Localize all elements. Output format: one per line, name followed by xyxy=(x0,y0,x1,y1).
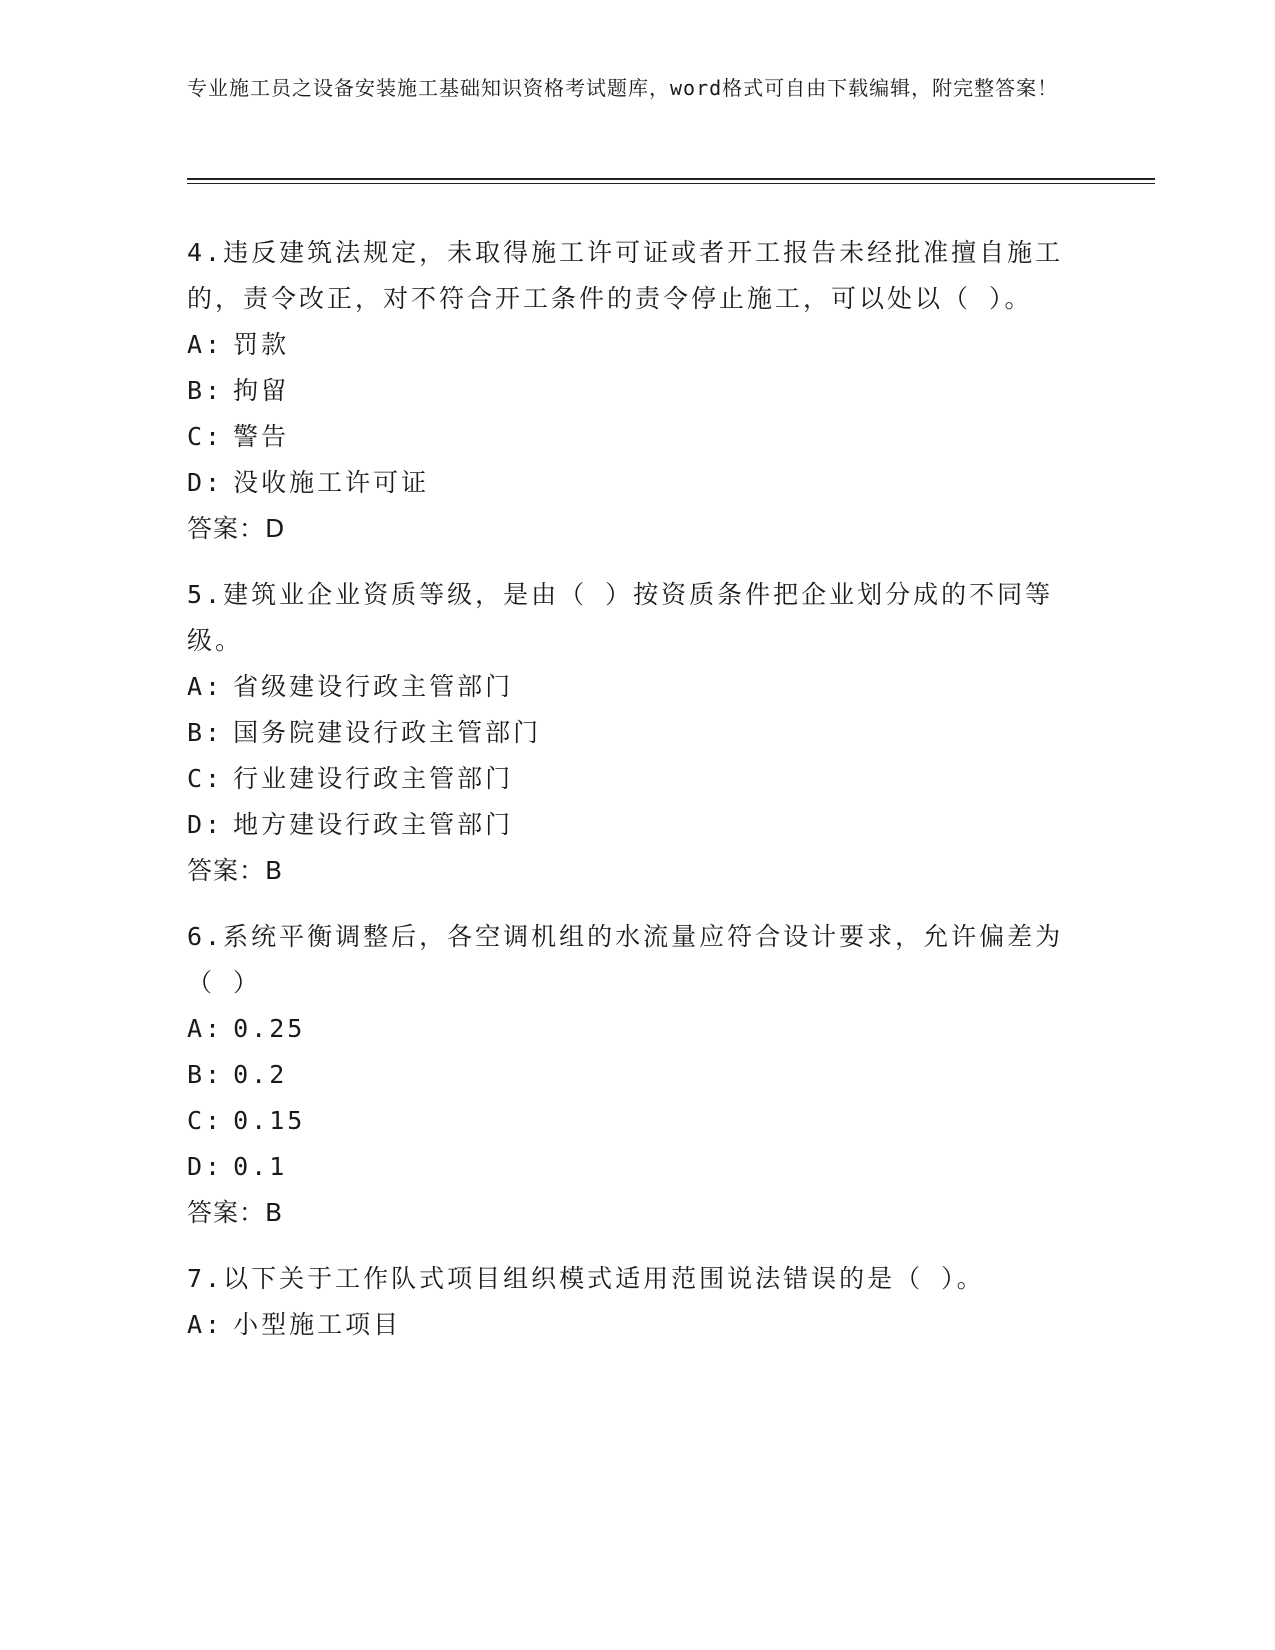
question-text: 5.建筑业企业资质等级，是由（ ）按资质条件把企业划分成的不同等级。 xyxy=(187,580,1054,655)
option-c xyxy=(187,1098,1077,1144)
option-key: A: xyxy=(187,330,224,359)
header-divider-thick xyxy=(187,178,1155,180)
option-a xyxy=(187,322,1077,368)
answer-line: 答案：B xyxy=(187,1198,284,1227)
answer-line: 答案：B xyxy=(187,856,284,885)
option-key: C: xyxy=(187,1106,224,1135)
question-5 xyxy=(187,572,1077,894)
option-b xyxy=(187,710,1077,756)
option-text: 没收施工许可证 xyxy=(233,468,430,497)
question-list xyxy=(187,230,1077,1368)
option-key: C: xyxy=(187,422,224,451)
option-text: 拘留 xyxy=(233,376,290,405)
option-key: D: xyxy=(187,1152,224,1181)
option-b xyxy=(187,1052,1077,1098)
option-key: D: xyxy=(187,468,224,497)
option-key: B: xyxy=(187,376,224,405)
option-d xyxy=(187,802,1077,848)
question-4 xyxy=(187,230,1077,552)
option-text: 省级建设行政主管部门 xyxy=(233,672,514,701)
option-text: 行业建设行政主管部门 xyxy=(233,764,514,793)
option-text: 0.15 xyxy=(233,1106,306,1135)
option-d xyxy=(187,460,1077,506)
question-7 xyxy=(187,1256,1077,1348)
option-text: 警告 xyxy=(233,422,290,451)
option-key: A: xyxy=(187,1310,224,1339)
option-a xyxy=(187,1006,1077,1052)
option-key: A: xyxy=(187,672,224,701)
option-b xyxy=(187,368,1077,414)
option-key: B: xyxy=(187,718,224,747)
option-d xyxy=(187,1144,1077,1190)
answer-line: 答案：D xyxy=(187,514,286,543)
option-key: B: xyxy=(187,1060,224,1089)
option-text: 0.1 xyxy=(233,1152,288,1181)
question-6 xyxy=(187,914,1077,1236)
option-text: 小型施工项目 xyxy=(233,1310,402,1339)
header-divider-thin xyxy=(187,183,1155,184)
question-text: 6.系统平衡调整后，各空调机组的水流量应符合设计要求，允许偏差为（ ） xyxy=(187,922,1064,997)
option-a xyxy=(187,1302,1077,1348)
question-text: 4.违反建筑法规定，未取得施工许可证或者开工报告未经批准擅自施工的，责令改正，对不符合开工条件的责令停止施工，可以处以（ ）。 xyxy=(187,238,1064,313)
option-text: 地方建设行政主管部门 xyxy=(233,810,514,839)
option-key: C: xyxy=(187,764,224,793)
option-c xyxy=(187,756,1077,802)
option-key: D: xyxy=(187,810,224,839)
option-key: A: xyxy=(187,1014,224,1043)
option-a xyxy=(187,664,1077,710)
option-text: 罚款 xyxy=(233,330,290,359)
document-header: 专业施工员之设备安装施工基础知识资格考试题库，word格式可自由下载编辑，附完整答案！ xyxy=(187,76,1059,100)
option-c xyxy=(187,414,1077,460)
option-text: 0.2 xyxy=(233,1060,288,1089)
option-text: 0.25 xyxy=(233,1014,306,1043)
question-text: 7.以下关于工作队式项目组织模式适用范围说法错误的是（ ）。 xyxy=(187,1264,985,1293)
option-text: 国务院建设行政主管部门 xyxy=(233,718,542,747)
